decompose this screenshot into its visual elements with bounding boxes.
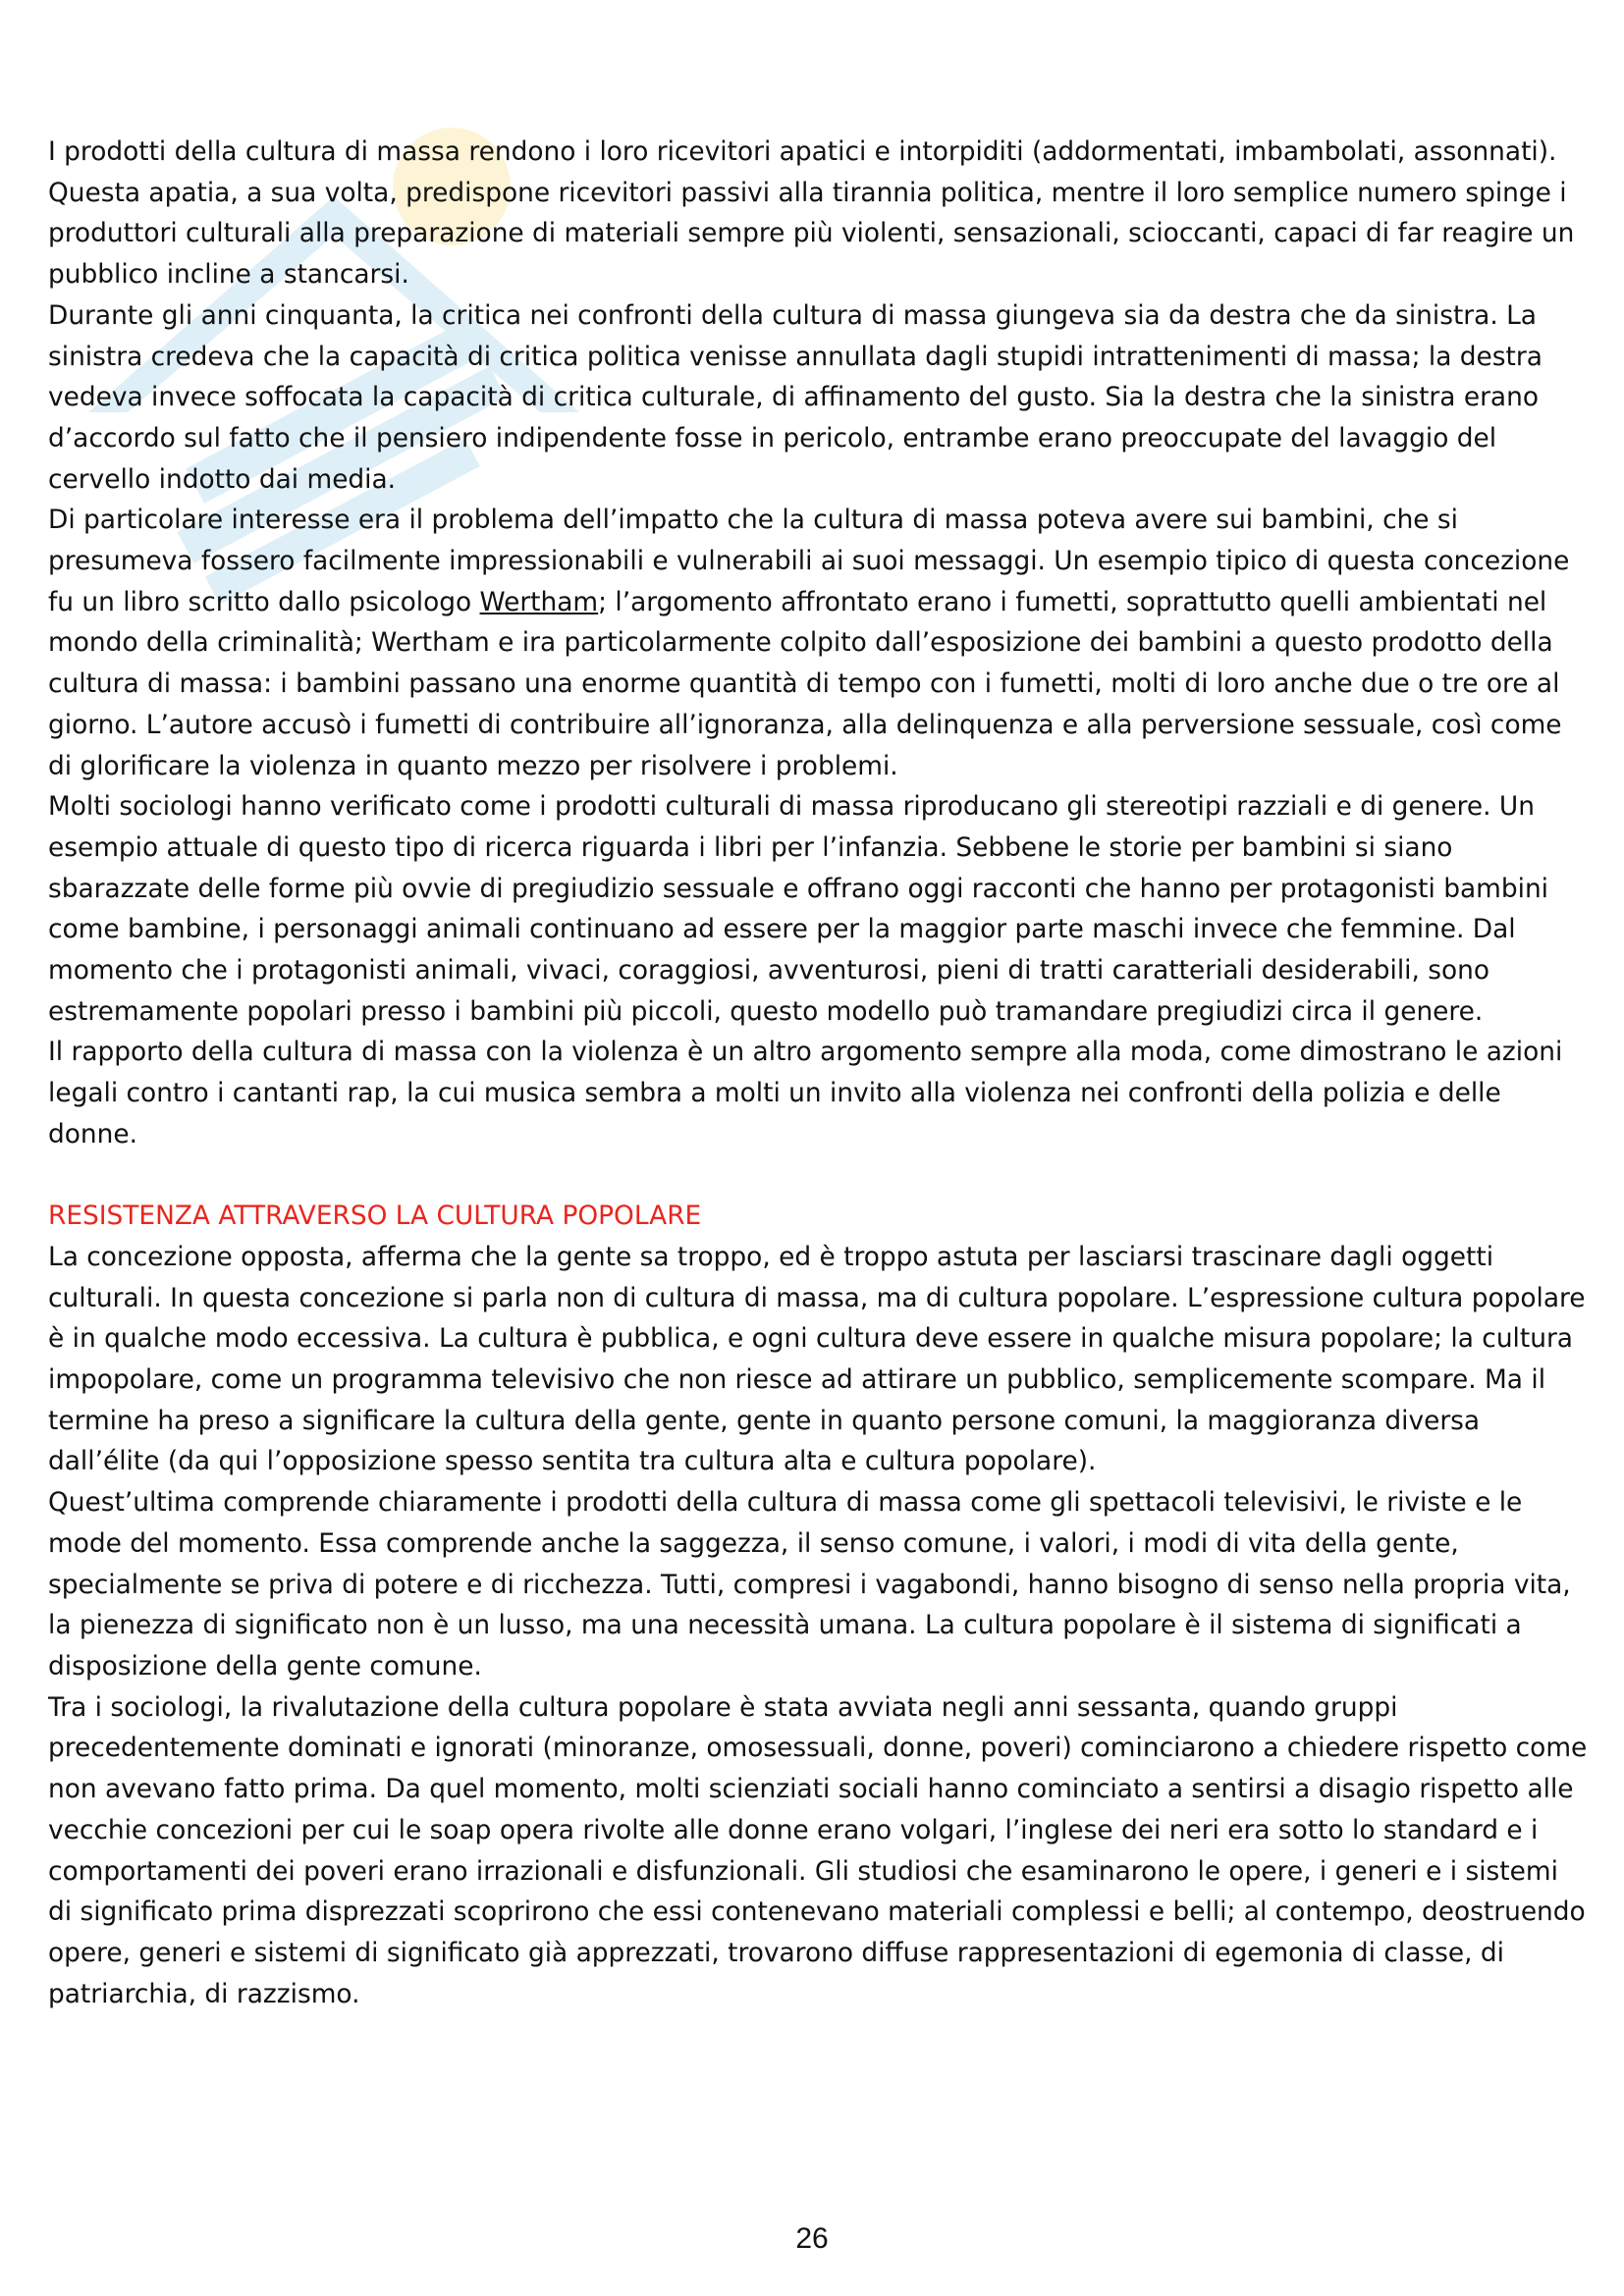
paragraph: Durante gli anni cinquanta, la critica nei confronti della cultura di massa giungeva sia da destra che da sinistra. La sinistra credeva che la capacità di critica politica venisse annullata dagli stupidi intrattenimenti di massa; la destra vedeva invece soffocata la capacità di critica culturale, di affinamento del gusto. Sia la destra che la sinistra erano d’accordo sul fatto che il pensiero indipendente fosse in pericolo, entrambe erano preoccupate del lavaggio del cervello indotto dai media. — [48, 299, 1543, 495]
page-number: 26 — [795, 2222, 829, 2255]
document-body — [48, 132, 1590, 2014]
paragraph-text: Di particolare interesse era il problema dell’impatto che la cultura di massa poteva avere sui bambini, che si presumeva fossero facilmente impressionabili e vulnerabili ai suoi messaggi. Un esempio tipico di questa concezione fu un libro scritto dallo psicologo — [48, 505, 1570, 617]
author-name-underlined: Wertham — [479, 586, 599, 617]
section-heading: RESISTENZA ATTRAVERSO LA CULTURA POPOLARE — [48, 1201, 702, 1232]
paragraph-wertham — [48, 500, 1590, 786]
paragraph: I prodotti della cultura di massa rendono i loro ricevitori apatici e intorpiditi (addormentati, imbambolati, assonnati). Questa apatia, a sua volta, predispone ricevitori passivi alla tirannia politica, mentre il loro semplice numero spinge i produttori culturali alla preparazione di materiali sempre più violenti, sensazionali, scioccanti, capaci di far reagire un pubblico incline a stancarsi. — [48, 136, 1575, 291]
paragraph: Molti sociologi hanno verificato come i prodotti culturali di massa riproducano gli stereotipi razziali e di genere. Un esempio attuale di questo tipo di ricerca riguarda i libri per l’infanzia. Sebbene le storie per bambini si siano sbarazzate delle forme più ovvie di pregiudizio sessuale e offrano oggi racconti che hanno per protagonisti bambini come bambine, i personaggi animali continuano ad essere per la maggior parte maschi invece che femmine. Dal momento che i protagonisti animali, vivaci, coraggiosi, avventurosi, pieni di tratti caratteriali desiderabili, sono estremamente popolari presso i bambini più piccoli, questo modello può tramandare pregiudizi circa il genere. — [48, 791, 1549, 1027]
paragraph: Il rapporto della cultura di massa con la violenza è un altro argomento sempre alla moda, come dimostrano le azioni legali contro i cantanti rap, la cui musica sembra a molti un invito alla violenza nei confronti della polizia e delle donne. — [48, 1037, 1563, 1149]
paragraph: Tra i sociologi, la rivalutazione della cultura popolare è stata avviata negli anni sessanta, quando gruppi precedentemente dominati e ignorati (minoranze, omosessuali, donne, poveri) cominciarono a chiedere rispetto come non avevano fatto prima. Da quel momento, molti scienziati sociali hanno cominciato a sentirsi a disagio rispetto alle vecchie concezioni per cui le soap opera rivolte alle donne erano volgari, l’inglese dei neri era sotto lo standard e i comportamenti dei poveri erano irrazionali e disfunzionali. Gli studiosi che esaminarono le opere, i generi e i sistemi di significato prima disprezzati scoprirono che essi contenevano materiali complessi e belli; al contempo, deostruendo opere, generi e sistemi di significato già apprezzati, trovarono diffuse rappresentazioni di egemonia di classe, di patriarchia, di razzismo. — [48, 1691, 1588, 2009]
paragraph: Quest’ultima comprende chiaramente i prodotti della cultura di massa come gli spettacoli televisivi, le riviste e le mode del momento. Essa comprende anche la saggezza, il senso comune, i valori, i modi di vita della gente, specialmente se priva di potere e di ricchezza. Tutti, compresi i vagabondi, hanno bisogno di senso nella propria vita, la pienezza di significato non è un lusso, ma una necessità umana. La cultura popolare è il sistema di significati a disposizione della gente comune. — [48, 1487, 1571, 1682]
paragraph: La concezione opposta, afferma che la gente sa troppo, ed è troppo astuta per lasciarsi trascinare dagli oggetti culturali. In questa concezione si parla non di cultura di massa, ma di cultura popolare. L’espressione cultura popolare è in qualche modo eccessiva. La cultura è pubblica, e ogni cultura deve essere in qualche misura popolare; la cultura impopolare, come un programma televisivo che non riesce ad attirare un pubblico, semplicemente scompare. Ma il termine ha preso a significare la cultura della gente, gente in quanto persone comuni, la maggioranza diversa dall’élite (da qui l’opposizione spesso sentita tra cultura alta e cultura popolare). — [48, 1241, 1586, 1477]
paragraph-text: ; l’argomento affrontato erano i fumetti, soprattutto quelli ambientati nel mondo della criminalità; Wertham e ira particolarmente colpito dall’esposizione dei bambini a questo prodotto della cultura di massa: i bambini passano una enorme quantità di tempo con i fumetti, molti di loro anche due o tre ore al giorno. L’autore accusò i fumetti di contribuire all’ignoranza, alla delinquenza e alla perversione sessuale, così come di glorificare la violenza in quanto mezzo per risolvere i problemi. — [48, 586, 1562, 781]
